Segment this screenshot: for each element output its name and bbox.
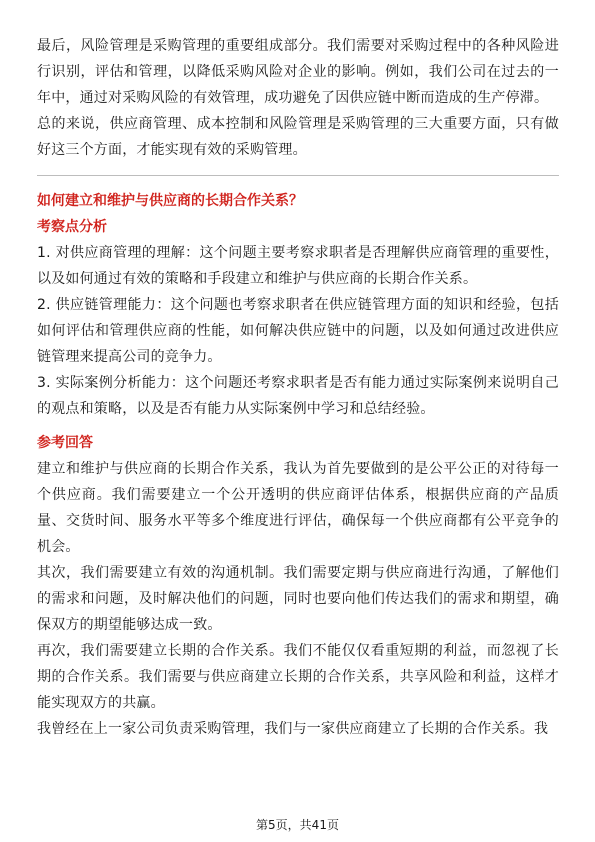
answer-paragraph-3: 再次，我们需要建立长期的合作关系。我们不能仅仅看重短期的利益，而忽视了长期的合作关系。我们需要与供应商建立长期的合作关系，共享风险和利益，这样才能实现双方的共赢。 <box>37 643 559 711</box>
intro-paragraph-1: 最后，风险管理是采购管理的重要组成部分。我们需要对采购过程中的各种风险进行识别，评估和管理，以降低采购风险对企业的影响。例如，我们公司在过去的一年中，通过对采购风险的有效管理，成功避免了因供应链中断而造成的生产停滞。 <box>37 38 559 106</box>
answer-heading: 参考回答 <box>37 435 93 451</box>
answer-paragraph-1: 建立和维护与供应商的长期合作关系，我认为首先要做到的是公平公正的对待每一个供应商。我们需要建立一个公开透明的供应商评估体系，根据供应商的产品质量、交货时间、服务水平等多个维度进行评估，确保每一个供应商都有公平竞争的机会。 <box>37 461 559 555</box>
page-number-footer: 第5页，共41页 <box>256 818 339 832</box>
analysis-item-2: 2. 供应链管理能力：这个问题也考察求职者在供应链管理方面的知识和经验，包括如何评估和管理供应商的性能，如何解决供应链中的问题，以及如何通过改进供应链管理来提高公司的竞争力。 <box>37 297 559 365</box>
analysis-item-1: 1. 对供应商管理的理解：这个问题主要考察求职者是否理解供应商管理的重要性，以及如何通过有效的策略和手段建立和维护与供应商的长期合作关系。 <box>37 245 559 287</box>
answer-paragraph-2: 其次，我们需要建立有效的沟通机制。我们需要定期与供应商进行沟通，了解他们的需求和问题，及时解决他们的问题，同时也要向他们传达我们的需求和期望，确保双方的期望能够达成一致。 <box>37 565 559 633</box>
analysis-item-3: 3. 实际案例分析能力：这个问题还考察求职者是否有能力通过实际案例来说明自己的观点和策略，以及是否有能力从实际案例中学习和总结经验。 <box>37 375 559 417</box>
analysis-heading: 考察点分析 <box>37 219 107 235</box>
section-divider <box>37 175 559 176</box>
document-page <box>37 33 559 742</box>
intro-paragraph-2: 总的来说，供应商管理、成本控制和风险管理是采购管理的三大重要方面，只有做好这三个方面，才能实现有效的采购管理。 <box>37 116 559 158</box>
answer-paragraph-4: 我曾经在上一家公司负责采购管理，我们与一家供应商建立了长期的合作关系。我 <box>37 721 549 737</box>
question-title: 如何建立和维护与供应商的长期合作关系？ <box>37 193 303 209</box>
